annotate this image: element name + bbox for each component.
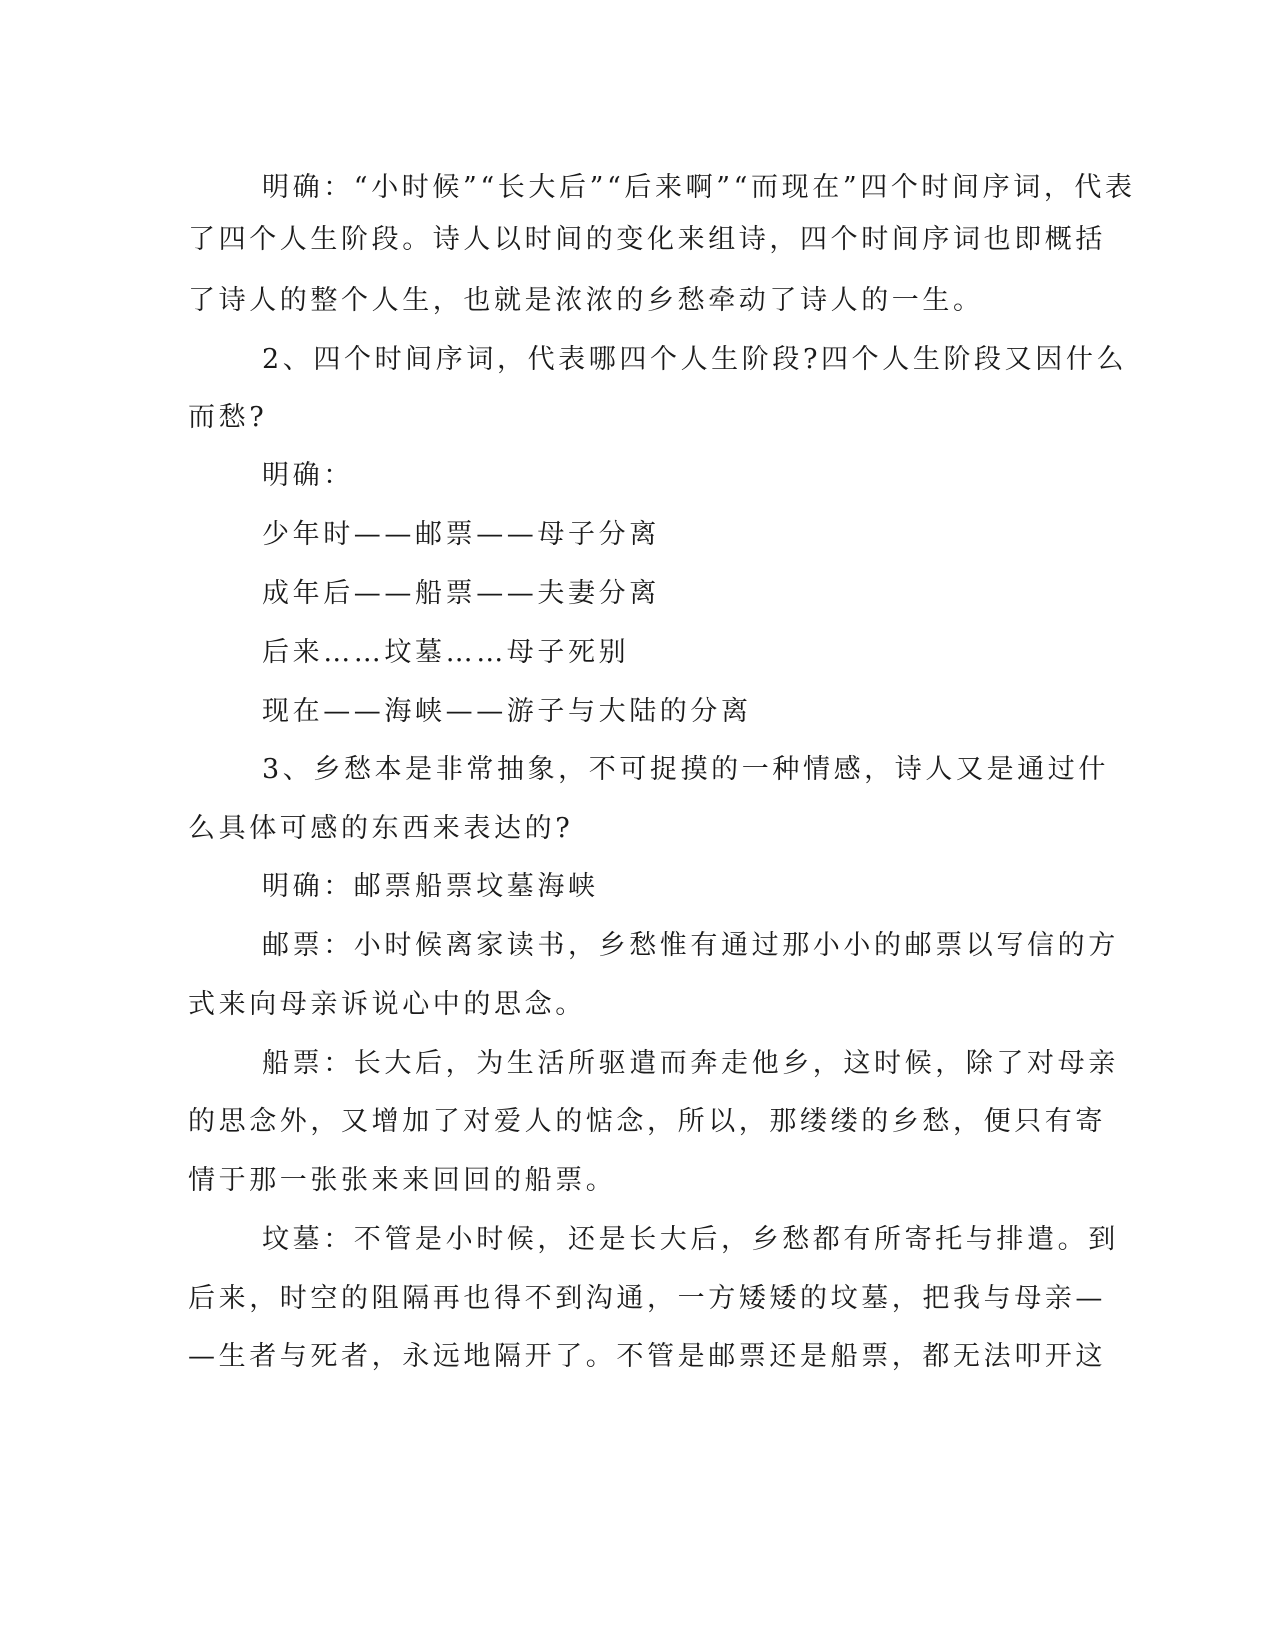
question-line: 而愁? xyxy=(188,402,268,433)
paragraph-line: 坟墓：不管是小时候，还是长大后，乡愁都有所寄托与排遣。到 xyxy=(262,1224,1119,1255)
paragraph-line: 邮票：小时候离家读书，乡愁惟有通过那小小的邮票以写信的方 xyxy=(262,930,1119,961)
question-line: 2、四个时间序词，代表哪四个人生阶段?四个人生阶段又因什么 xyxy=(262,344,1128,375)
question-line: 么具体可感的东西来表达的? xyxy=(188,813,574,844)
paragraph-line: 了诗人的整个人生，也就是浓浓的乡愁牵动了诗人的一生。 xyxy=(188,285,984,316)
paragraph-line: 船票：长大后，为生活所驱遣而奔走他乡，这时候，除了对母亲 xyxy=(262,1048,1119,1079)
paragraph-line: 情于那一张张来来回回的船票。 xyxy=(188,1165,617,1196)
list-item: 后来……坟墓……母子死别 xyxy=(262,637,630,668)
paragraph-line: 后来，时空的阻隔再也得不到沟通，一方矮矮的坟墓，把我与母亲— xyxy=(188,1283,1106,1314)
list-item: 现在——海峡——游子与大陆的分离 xyxy=(262,696,752,727)
answer-line: 明确：邮票船票坟墓海峡 xyxy=(262,871,599,902)
list-item: 少年时——邮票——母子分离 xyxy=(262,519,660,550)
paragraph-line: 的思念外，又增加了对爱人的惦念，所以，那缕缕的乡愁，便只有寄 xyxy=(188,1106,1106,1137)
paragraph-line: 了四个人生阶段。诗人以时间的变化来组诗，四个时间序词也即概括 xyxy=(188,224,1106,255)
answer-label: 明确： xyxy=(262,460,354,491)
list-item: 成年后——船票——夫妻分离 xyxy=(262,578,660,609)
paragraph-line: 式来向母亲诉说心中的思念。 xyxy=(188,989,586,1020)
question-line: 3、乡愁本是非常抽象，不可捉摸的一种情感，诗人又是通过什 xyxy=(262,754,1109,785)
paragraph-line: —生者与死者，永远地隔开了。不管是邮票还是船票，都无法叩开这 xyxy=(188,1341,1106,1372)
paragraph-line: 明确：“小时候”“长大后”“后来啊”“而现在”四个时间序词，代表 xyxy=(262,172,1136,203)
